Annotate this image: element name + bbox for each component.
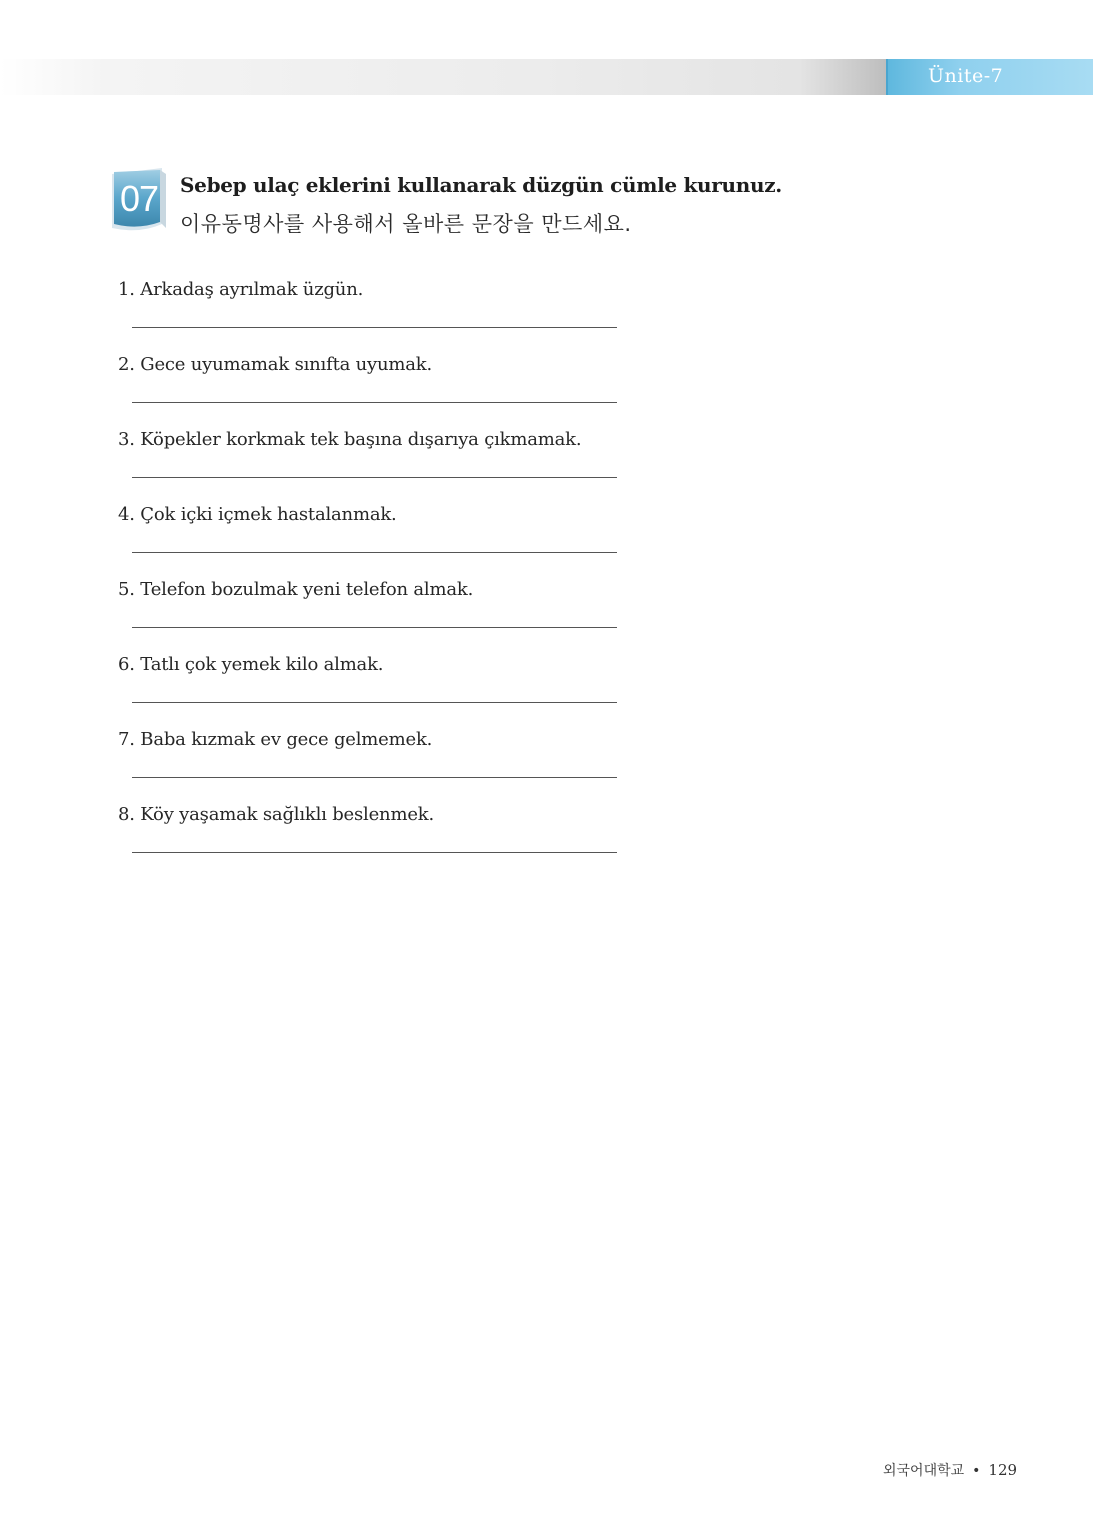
- item-text: 1. Arkadaş ayrılmak üzgün.: [118, 279, 364, 300]
- list-item: [118, 579, 638, 654]
- answer-line[interactable]: [132, 627, 617, 628]
- list-item: [118, 279, 638, 354]
- list-item: [118, 354, 638, 429]
- exercise-number: 07: [119, 178, 159, 219]
- exercise-number-badge: [110, 168, 168, 234]
- list-item: [118, 729, 638, 804]
- item-text: 5. Telefon bozulmak yeni telefon almak.: [118, 579, 474, 600]
- answer-line[interactable]: [132, 852, 617, 853]
- header-bar: [0, 59, 888, 95]
- item-text: 2. Gece uyumamak sınıfta uyumak.: [118, 354, 433, 375]
- answer-line[interactable]: [132, 702, 617, 703]
- item-text: 7. Baba kızmak ev gece gelmemek.: [118, 729, 433, 750]
- item-text: 6. Tatlı çok yemek kilo almak.: [118, 654, 384, 675]
- item-text: 3. Köpekler korkmak tek başına dışarıya çıkmamak.: [118, 429, 582, 450]
- answer-line[interactable]: [132, 777, 617, 778]
- list-item: [118, 504, 638, 579]
- answer-line[interactable]: [132, 327, 617, 328]
- item-text: 8. Köy yaşamak sağlıklı beslenmek.: [118, 804, 434, 825]
- list-item: [118, 654, 638, 729]
- unit-label: Ünite-7: [928, 65, 1004, 87]
- item-text: 4. Çok içki içmek hastalanmak.: [118, 504, 397, 525]
- answer-line[interactable]: [132, 477, 617, 478]
- answer-line[interactable]: [132, 402, 617, 403]
- list-item: [118, 429, 638, 504]
- footer-school: 외국어대학교: [883, 1463, 965, 1479]
- footer-separator: •: [972, 1463, 981, 1479]
- answer-line[interactable]: [132, 552, 617, 553]
- exercise-title: Sebep ulaç eklerini kullanarak düzgün cümle kurunuz.: [180, 173, 782, 197]
- unit-tab: [886, 59, 1093, 95]
- list-item: [118, 804, 638, 879]
- exercise-subtitle: 이유동명사를 사용해서 올바른 문장을 만드세요.: [180, 212, 632, 236]
- page-footer: [883, 1460, 1017, 1480]
- page-number: 129: [988, 1461, 1018, 1479]
